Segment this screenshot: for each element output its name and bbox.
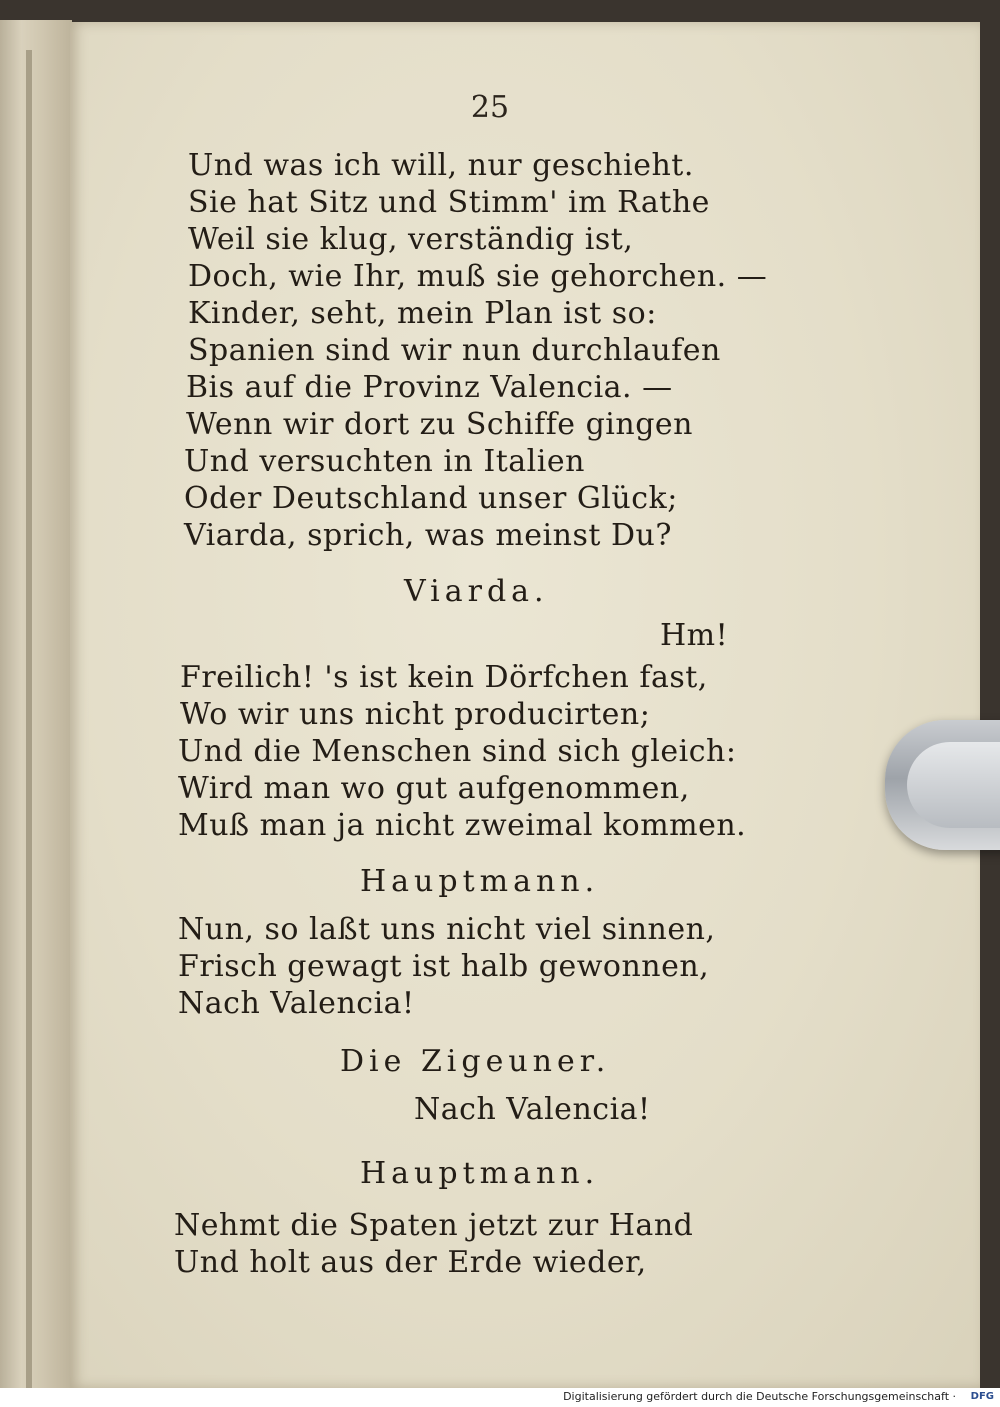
text-line: Spanien sind wir nun durchlaufen [188,333,721,368]
book-page [70,22,980,1388]
text-line: Nehmt die Spaten jetzt zur Hand [174,1208,694,1243]
speaker-name: Viarda. [404,574,549,609]
text-line: Nun, so laßt uns nicht viel sinnen, [178,912,716,947]
text-line: Wenn wir dort zu Schiffe gingen [186,407,693,442]
text-line: Und holt aus der Erde wieder, [174,1245,647,1280]
page-number: 25 [470,90,510,125]
text-line: Nach Valencia! [178,986,415,1021]
metal-page-clip [885,720,1000,850]
text-line: Wird man wo gut aufgenommen, [178,771,690,806]
text-line: Frisch gewagt ist halb gewonnen, [178,949,710,984]
speaker-name: Hauptmann. [360,864,600,899]
binding-edge [26,50,32,1388]
text-line: Und was ich will, nur geschieht. [188,148,694,183]
text-line: Und versuchten in Italien [184,444,585,479]
text-line: Doch, wie Ihr, muß sie gehorchen. — [188,259,768,294]
text-line: Kinder, seht, mein Plan ist so: [188,296,657,331]
text-line: Bis auf die Provinz Valencia. — [186,370,673,405]
text-line: Sie hat Sitz und Stimm' im Rathe [188,185,710,220]
clip-highlight [907,742,1000,828]
text-line: Und die Menschen sind sich gleich: [178,734,737,769]
text-line: Viarda, sprich, was meinst Du? [184,518,672,553]
speaker-name: Hauptmann. [360,1156,600,1191]
text-line: Nach Valencia! [414,1092,651,1127]
footer-bar [0,1388,1000,1407]
text-line: Weil sie klug, verständig ist, [188,222,634,257]
book-binding [0,20,72,1388]
text-line: Wo wir uns nicht producirten; [180,697,651,732]
text-line: Freilich! 's ist kein Dörfchen fast, [180,660,708,695]
text-line: Hm! [660,618,729,653]
speaker-name: Die Zigeuner. [340,1044,611,1079]
dfg-logo: DFG [970,1391,994,1402]
text-line: Muß man ja nicht zweimal kommen. [178,808,747,843]
funding-credit: Digitalisierung gefördert durch die Deutsche Forschungsgemeinschaft · [563,1390,956,1403]
text-line: Oder Deutschland unser Glück; [184,481,678,516]
